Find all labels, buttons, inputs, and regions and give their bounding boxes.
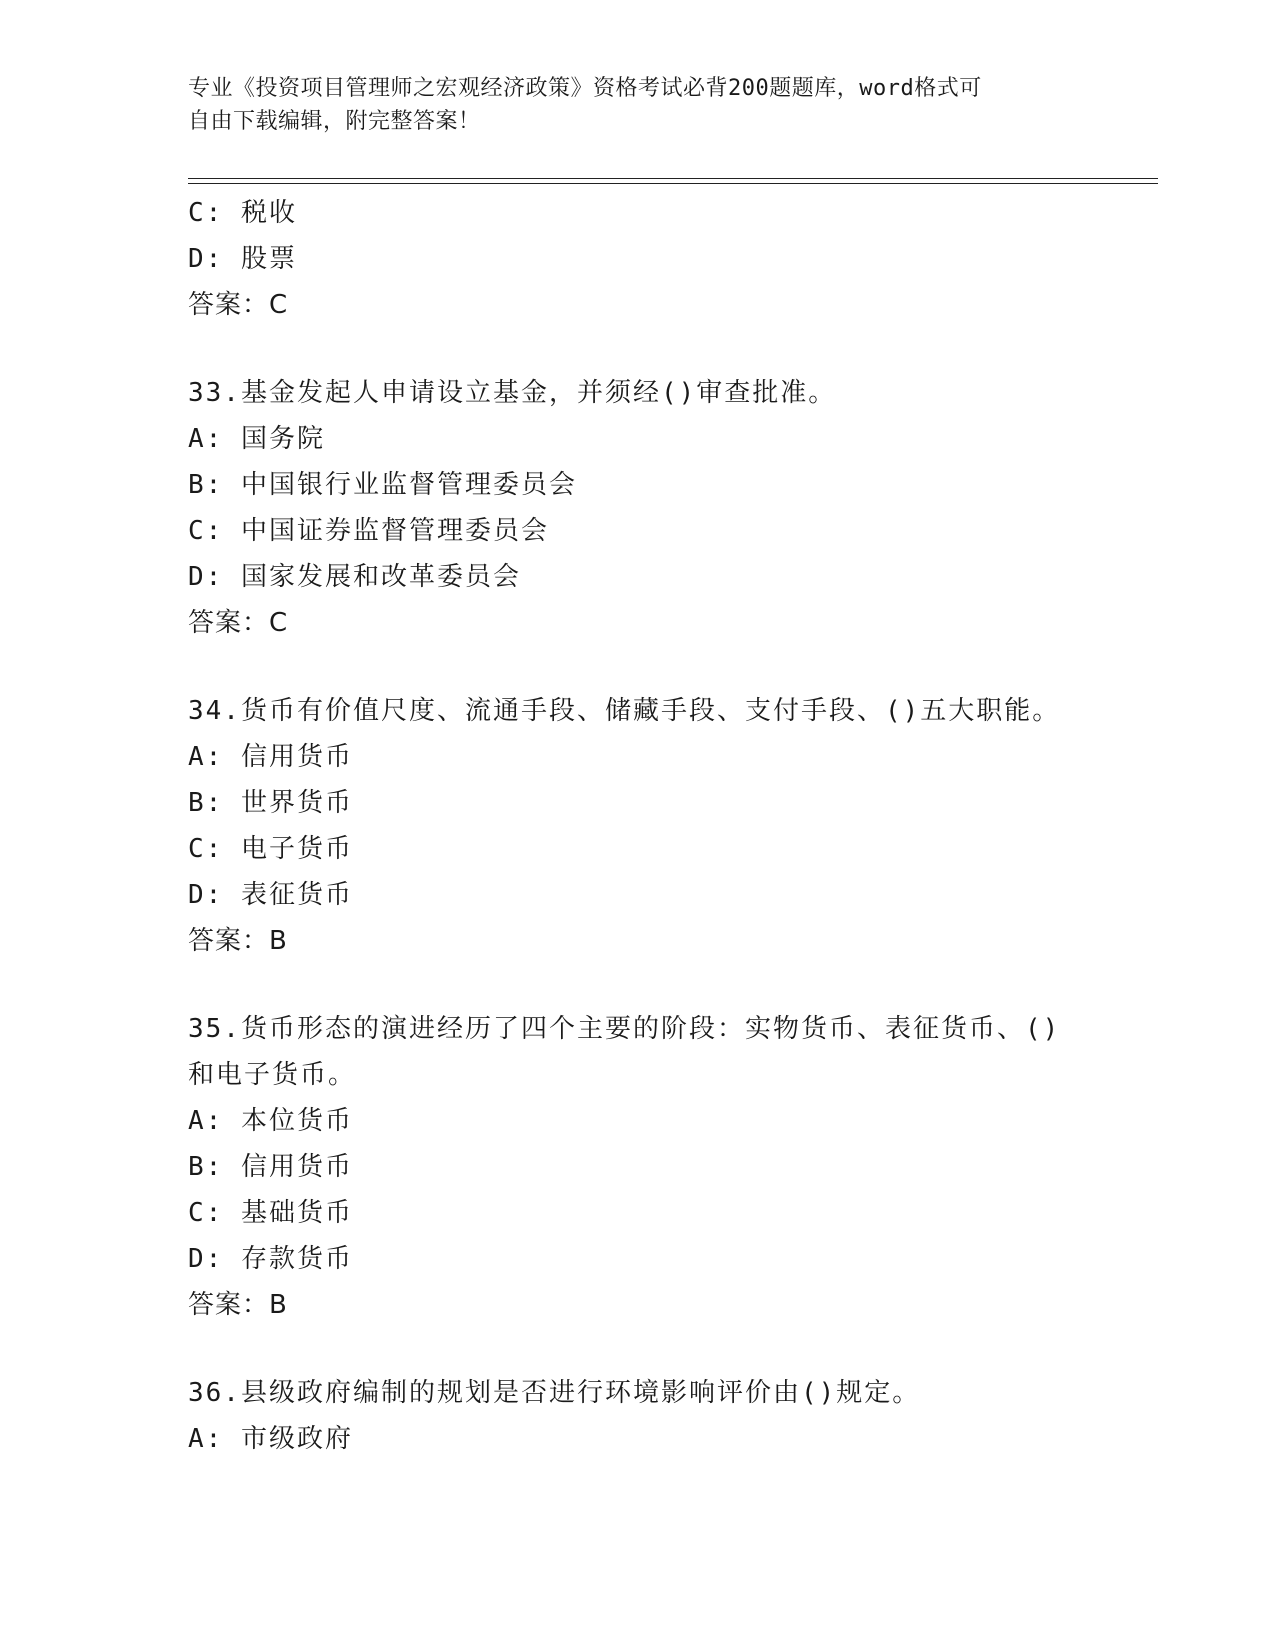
option-a: A: 本位货币 xyxy=(188,1106,353,1136)
header-divider-top xyxy=(188,178,1158,179)
option-a: A: 市级政府 xyxy=(188,1424,353,1454)
option-b: B: 中国银行业监督管理委员会 xyxy=(188,470,577,500)
option-d: D: 股票 xyxy=(188,244,297,274)
spacer xyxy=(188,964,1068,1006)
option-d: D: 国家发展和改革委员会 xyxy=(188,562,521,592)
question-stem: 36.县级政府编制的规划是否进行环境影响评价由()规定。 xyxy=(188,1378,921,1408)
spacer xyxy=(188,646,1068,688)
option-a: A: 国务院 xyxy=(188,424,325,454)
answer: 答案：C xyxy=(188,290,289,320)
question-list xyxy=(188,190,1068,1462)
option-c: C: 电子货币 xyxy=(188,834,353,864)
header-line-1: 专业《投资项目管理师之宏观经济政策》资格考试必背200题题库，word格式可 xyxy=(188,76,982,101)
question-36 xyxy=(188,1370,1068,1462)
document-header xyxy=(188,72,1068,138)
option-d: D: 存款货币 xyxy=(188,1244,353,1274)
question-34 xyxy=(188,688,1068,964)
question-35 xyxy=(188,1006,1068,1328)
question-33 xyxy=(188,370,1068,646)
question-stem: 33.基金发起人申请设立基金，并须经()审查批准。 xyxy=(188,378,837,408)
question-stem-line-1: 35.货币形态的演进经历了四个主要的阶段：实物货币、表征货币、() xyxy=(188,1014,1061,1044)
option-c: C: 中国证券监督管理委员会 xyxy=(188,516,549,546)
option-a: A: 信用货币 xyxy=(188,742,353,772)
spacer xyxy=(188,328,1068,370)
question-stem-line-2: 和电子货币。 xyxy=(188,1060,357,1090)
answer: 答案：C xyxy=(188,608,289,638)
option-b: B: 信用货币 xyxy=(188,1152,353,1182)
option-c: C: 基础货币 xyxy=(188,1198,353,1228)
question-stem: 34.货币有价值尺度、流通手段、储藏手段、支付手段、()五大职能。 xyxy=(188,696,1061,726)
option-d: D: 表征货币 xyxy=(188,880,353,910)
option-c: C: 税收 xyxy=(188,198,297,228)
header-divider-bottom xyxy=(188,183,1158,184)
answer: 答案：B xyxy=(188,1290,288,1320)
header-line-2: 自由下载编辑，附完整答案！ xyxy=(188,109,481,134)
answer: 答案：B xyxy=(188,926,288,956)
spacer xyxy=(188,1328,1068,1370)
option-b: B: 世界货币 xyxy=(188,788,353,818)
question-32-tail xyxy=(188,190,1068,328)
